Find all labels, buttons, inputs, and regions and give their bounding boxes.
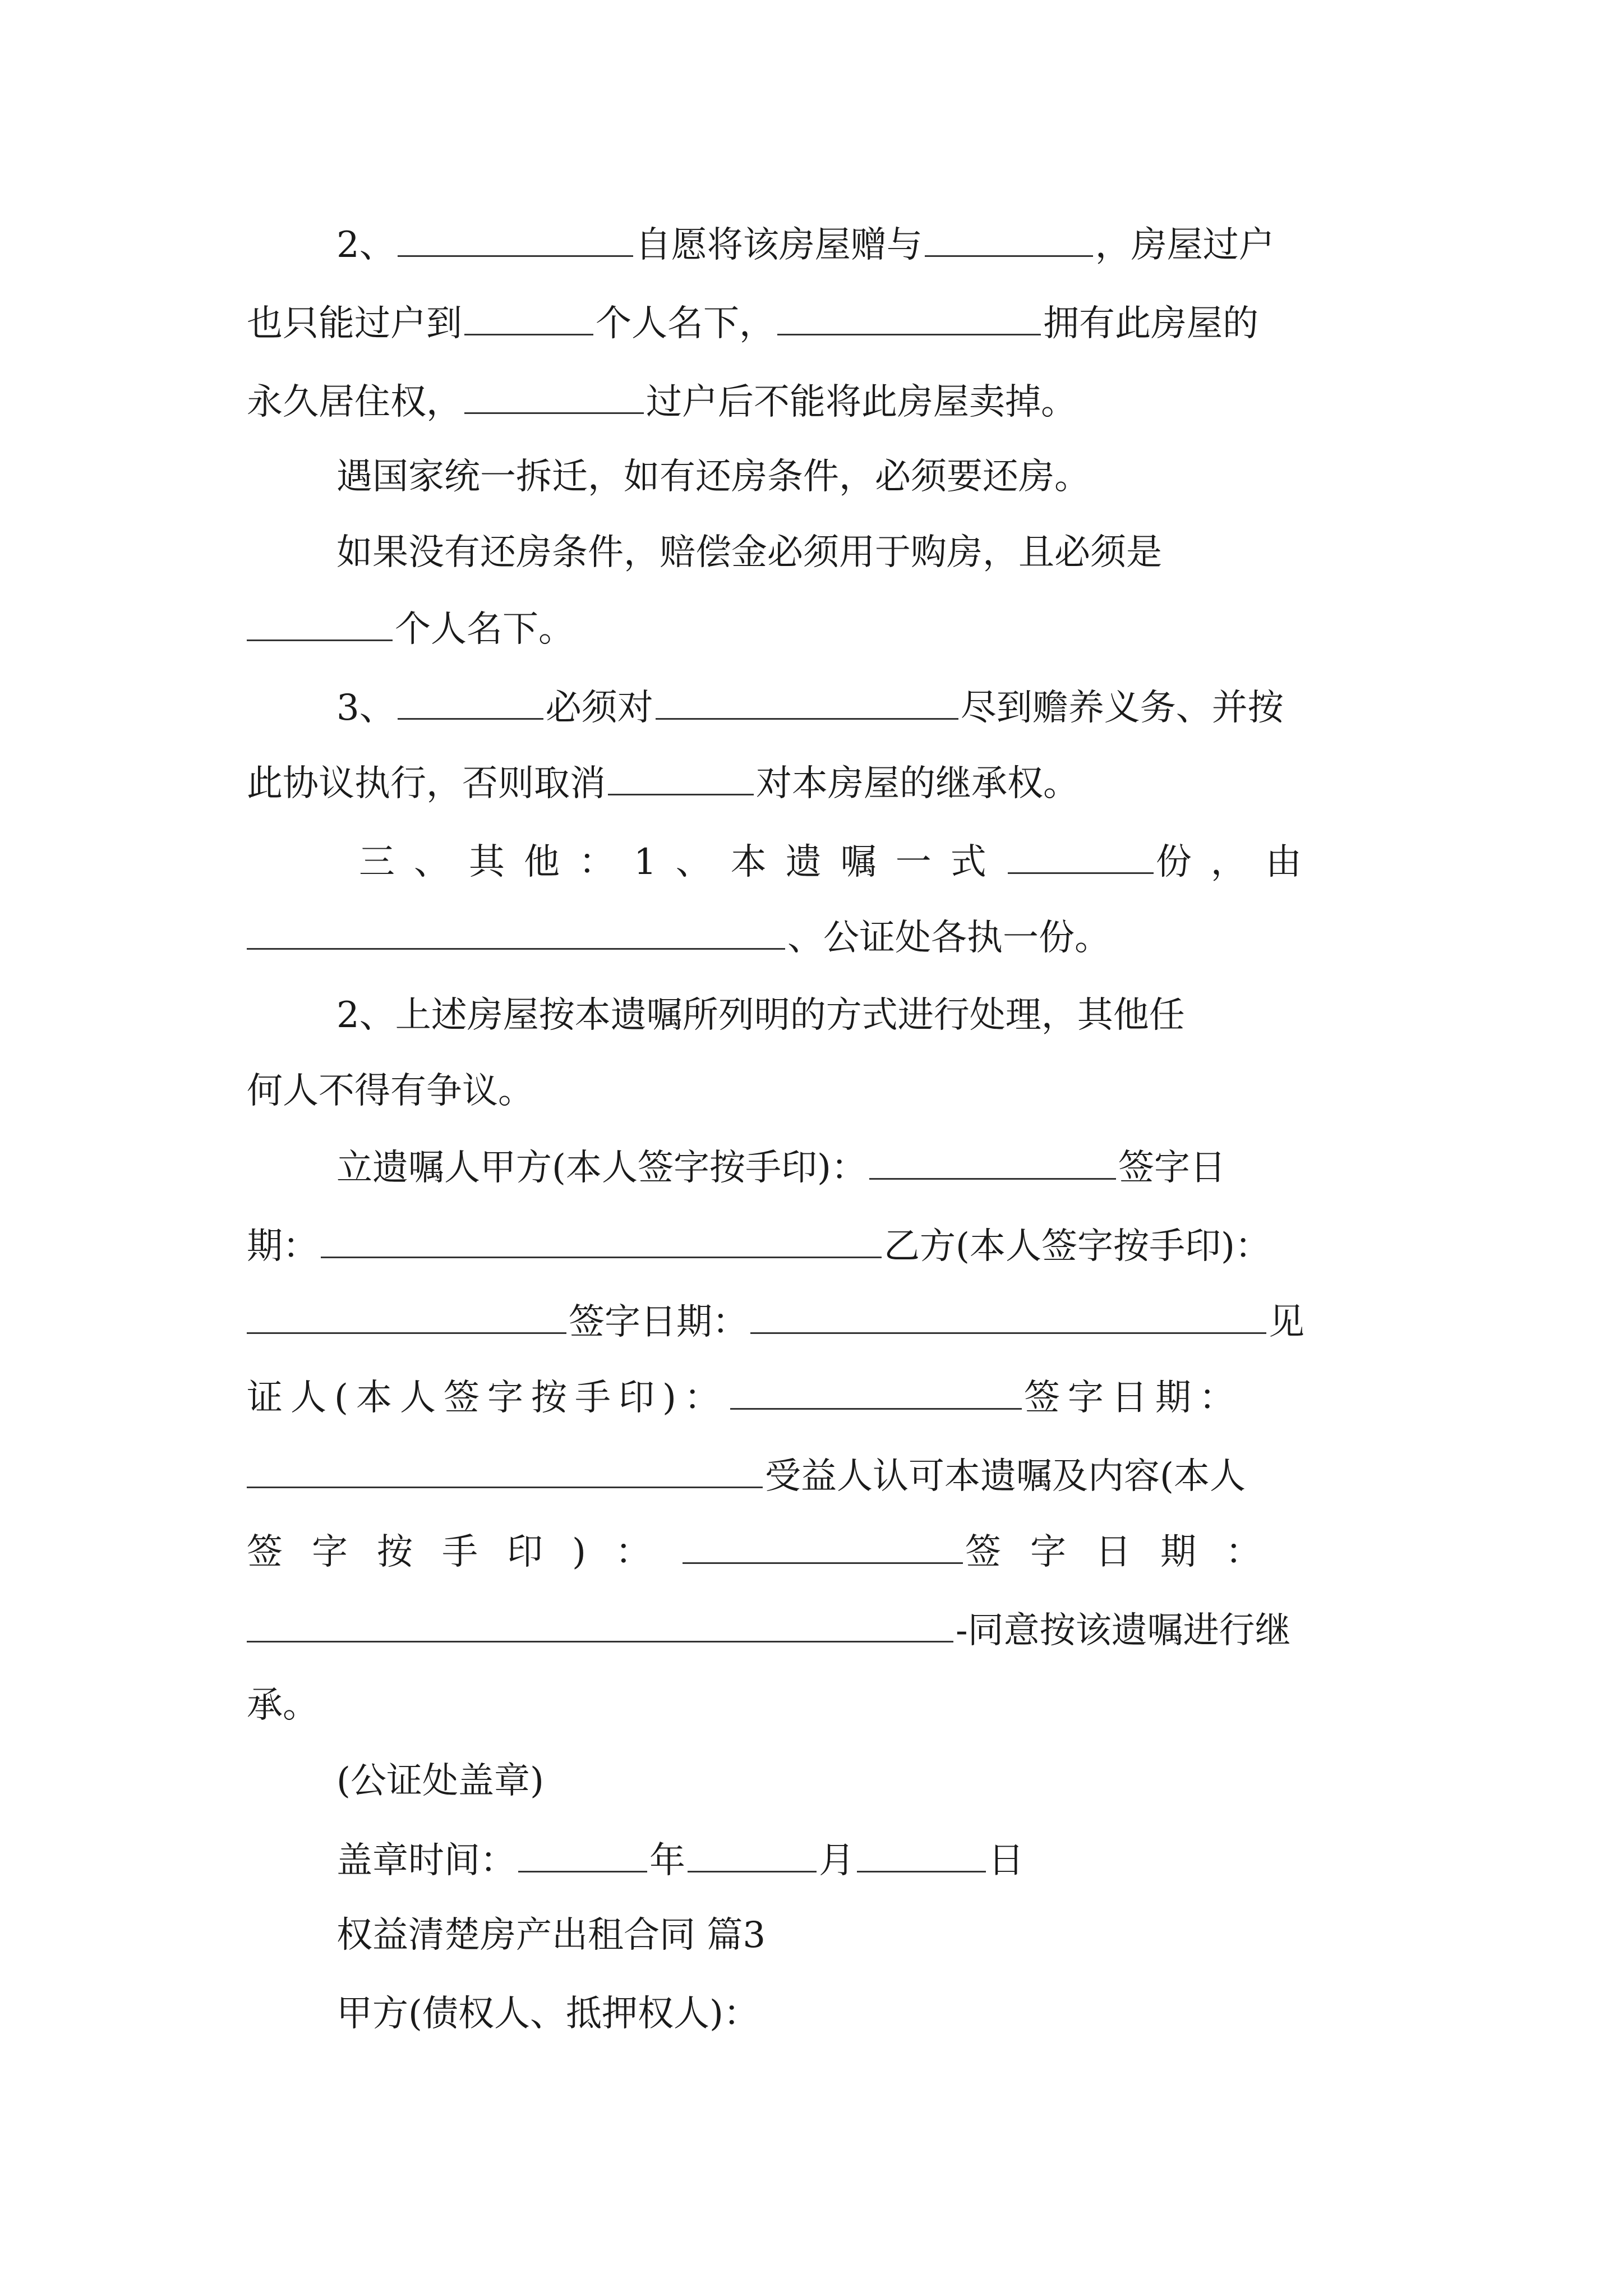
- blank-field[interactable]: [398, 679, 543, 720]
- clause-3-line-2: [247, 754, 1385, 811]
- text-segment: 也只能过户到: [247, 303, 462, 344]
- blank-field[interactable]: [869, 1139, 1116, 1180]
- text-segment: (公证处盖章): [336, 1760, 544, 1802]
- text-segment: 自愿将该房屋赠与: [635, 224, 923, 266]
- blank-field[interactable]: [247, 909, 785, 950]
- beneficiary-line-3: [247, 1602, 1385, 1658]
- blank-field[interactable]: [464, 373, 644, 414]
- seal-date-line: [336, 1832, 1385, 1888]
- blank-field[interactable]: [247, 600, 393, 641]
- text-segment: 2、上述房屋按本遗嘱所列明的方式进行处理，其他任: [336, 995, 1185, 1036]
- text-segment: 期：: [247, 1226, 319, 1267]
- text-segment: 签字日期：: [965, 1531, 1290, 1573]
- party-b-date-line: [247, 1293, 1385, 1349]
- notary-seal-label: [336, 1753, 1385, 1809]
- text-segment: 签字日期：: [569, 1301, 748, 1343]
- party-b-signature-line: [247, 1217, 1385, 1273]
- text-segment: 月: [819, 1840, 855, 1881]
- section-3-item-2-line-1: [336, 987, 1385, 1043]
- signature-label: 乙方(本人签字按手印)：: [884, 1226, 1271, 1267]
- text-segment: 盖章时间：: [336, 1840, 516, 1881]
- witness-signature-line: [247, 1369, 1385, 1425]
- text-segment: 何人不得有争议。: [247, 1070, 534, 1112]
- text-segment: 对本房屋的继承权。: [756, 763, 1079, 804]
- blank-field[interactable]: [777, 295, 1041, 335]
- blank-field[interactable]: [730, 1369, 1022, 1410]
- blank-field[interactable]: [857, 1832, 986, 1872]
- clause-2-line-3: [247, 373, 1385, 429]
- text-segment: 受益人认可本遗嘱及内容(本人: [765, 1456, 1246, 1497]
- text-segment: 遇国家统一拆迁，如有还房条件，必须要还房。: [336, 456, 1090, 498]
- blank-field[interactable]: [321, 1217, 882, 1258]
- text-segment: 尽到赡养义务、并按: [960, 687, 1284, 729]
- signature-label: 签字按手印)：: [247, 1531, 680, 1573]
- clause-2-line-1: [336, 216, 1385, 272]
- text-segment: 个人名下。: [395, 609, 574, 650]
- clause-number: 3、: [336, 687, 395, 729]
- clause-2-line-2: [247, 295, 1385, 351]
- text-segment: 此协议执行，否则取消: [247, 763, 606, 804]
- blank-field[interactable]: [464, 295, 593, 335]
- text-segment: 个人名下，: [596, 303, 775, 344]
- blank-field[interactable]: [518, 1832, 647, 1872]
- text-segment: 份，由: [1155, 841, 1321, 883]
- blank-field[interactable]: [925, 216, 1093, 257]
- signature-label: 证人(本人签字按手印)：: [247, 1377, 728, 1419]
- signature-label: 立遗嘱人甲方(本人签字按手印)：: [336, 1147, 867, 1189]
- text-segment: 签字日: [1118, 1147, 1226, 1189]
- section-3-line-2: [247, 909, 1385, 965]
- blank-field[interactable]: [688, 1832, 817, 1872]
- party-a-label: [336, 1986, 1385, 2042]
- blank-field[interactable]: [398, 216, 633, 257]
- text-segment: 年: [649, 1840, 685, 1881]
- text-segment: 拥有此房屋的: [1043, 303, 1258, 344]
- paragraph-compensation-line-1: [336, 524, 1385, 581]
- section-heading: [336, 1907, 1385, 1963]
- text-segment: 永久居住权，: [247, 381, 462, 423]
- text-segment: 、公证处各执一份。: [787, 917, 1110, 959]
- blank-field[interactable]: [656, 679, 958, 720]
- text-segment: 甲方(债权人、抵押权人)：: [336, 1993, 759, 2035]
- section-3-line-1: [359, 833, 1385, 889]
- text-segment: 日: [988, 1840, 1024, 1881]
- text-segment: -同意按该遗嘱进行继: [956, 1610, 1291, 1651]
- blank-field[interactable]: [247, 1447, 763, 1488]
- text-segment: 签字日期：: [1023, 1377, 1243, 1419]
- paragraph-demolition: [336, 449, 1385, 505]
- text-segment: 三、其他：1、本遗嘱一式: [359, 841, 1006, 883]
- text-segment: 权益清楚房产出租合同 篇3: [336, 1915, 766, 1956]
- beneficiary-line-1: [247, 1447, 1385, 1503]
- clause-3-line-1: [336, 679, 1385, 735]
- blank-field[interactable]: [1008, 833, 1154, 874]
- text-segment: 必须对: [545, 687, 653, 729]
- text-segment: 承。: [247, 1685, 319, 1726]
- beneficiary-line-4: [247, 1677, 1385, 1733]
- blank-field[interactable]: [608, 754, 754, 795]
- testator-signature-line: [336, 1139, 1385, 1195]
- blank-field[interactable]: [247, 1602, 953, 1642]
- text-segment: 过户后不能将此房屋卖掉。: [646, 381, 1077, 423]
- blank-field[interactable]: [247, 1293, 566, 1334]
- paragraph-compensation-line-2: [247, 600, 1385, 656]
- clause-number: 2、: [336, 224, 395, 266]
- text-segment: ，房屋过户: [1095, 224, 1275, 266]
- blank-field[interactable]: [683, 1523, 963, 1564]
- text-segment: 见: [1269, 1301, 1304, 1343]
- beneficiary-line-2: [247, 1523, 1385, 1579]
- blank-field[interactable]: [750, 1293, 1266, 1334]
- section-3-item-2-line-2: [247, 1063, 1385, 1119]
- text-segment: 如果没有还房条件，赔偿金必须用于购房，且必须是: [336, 532, 1162, 573]
